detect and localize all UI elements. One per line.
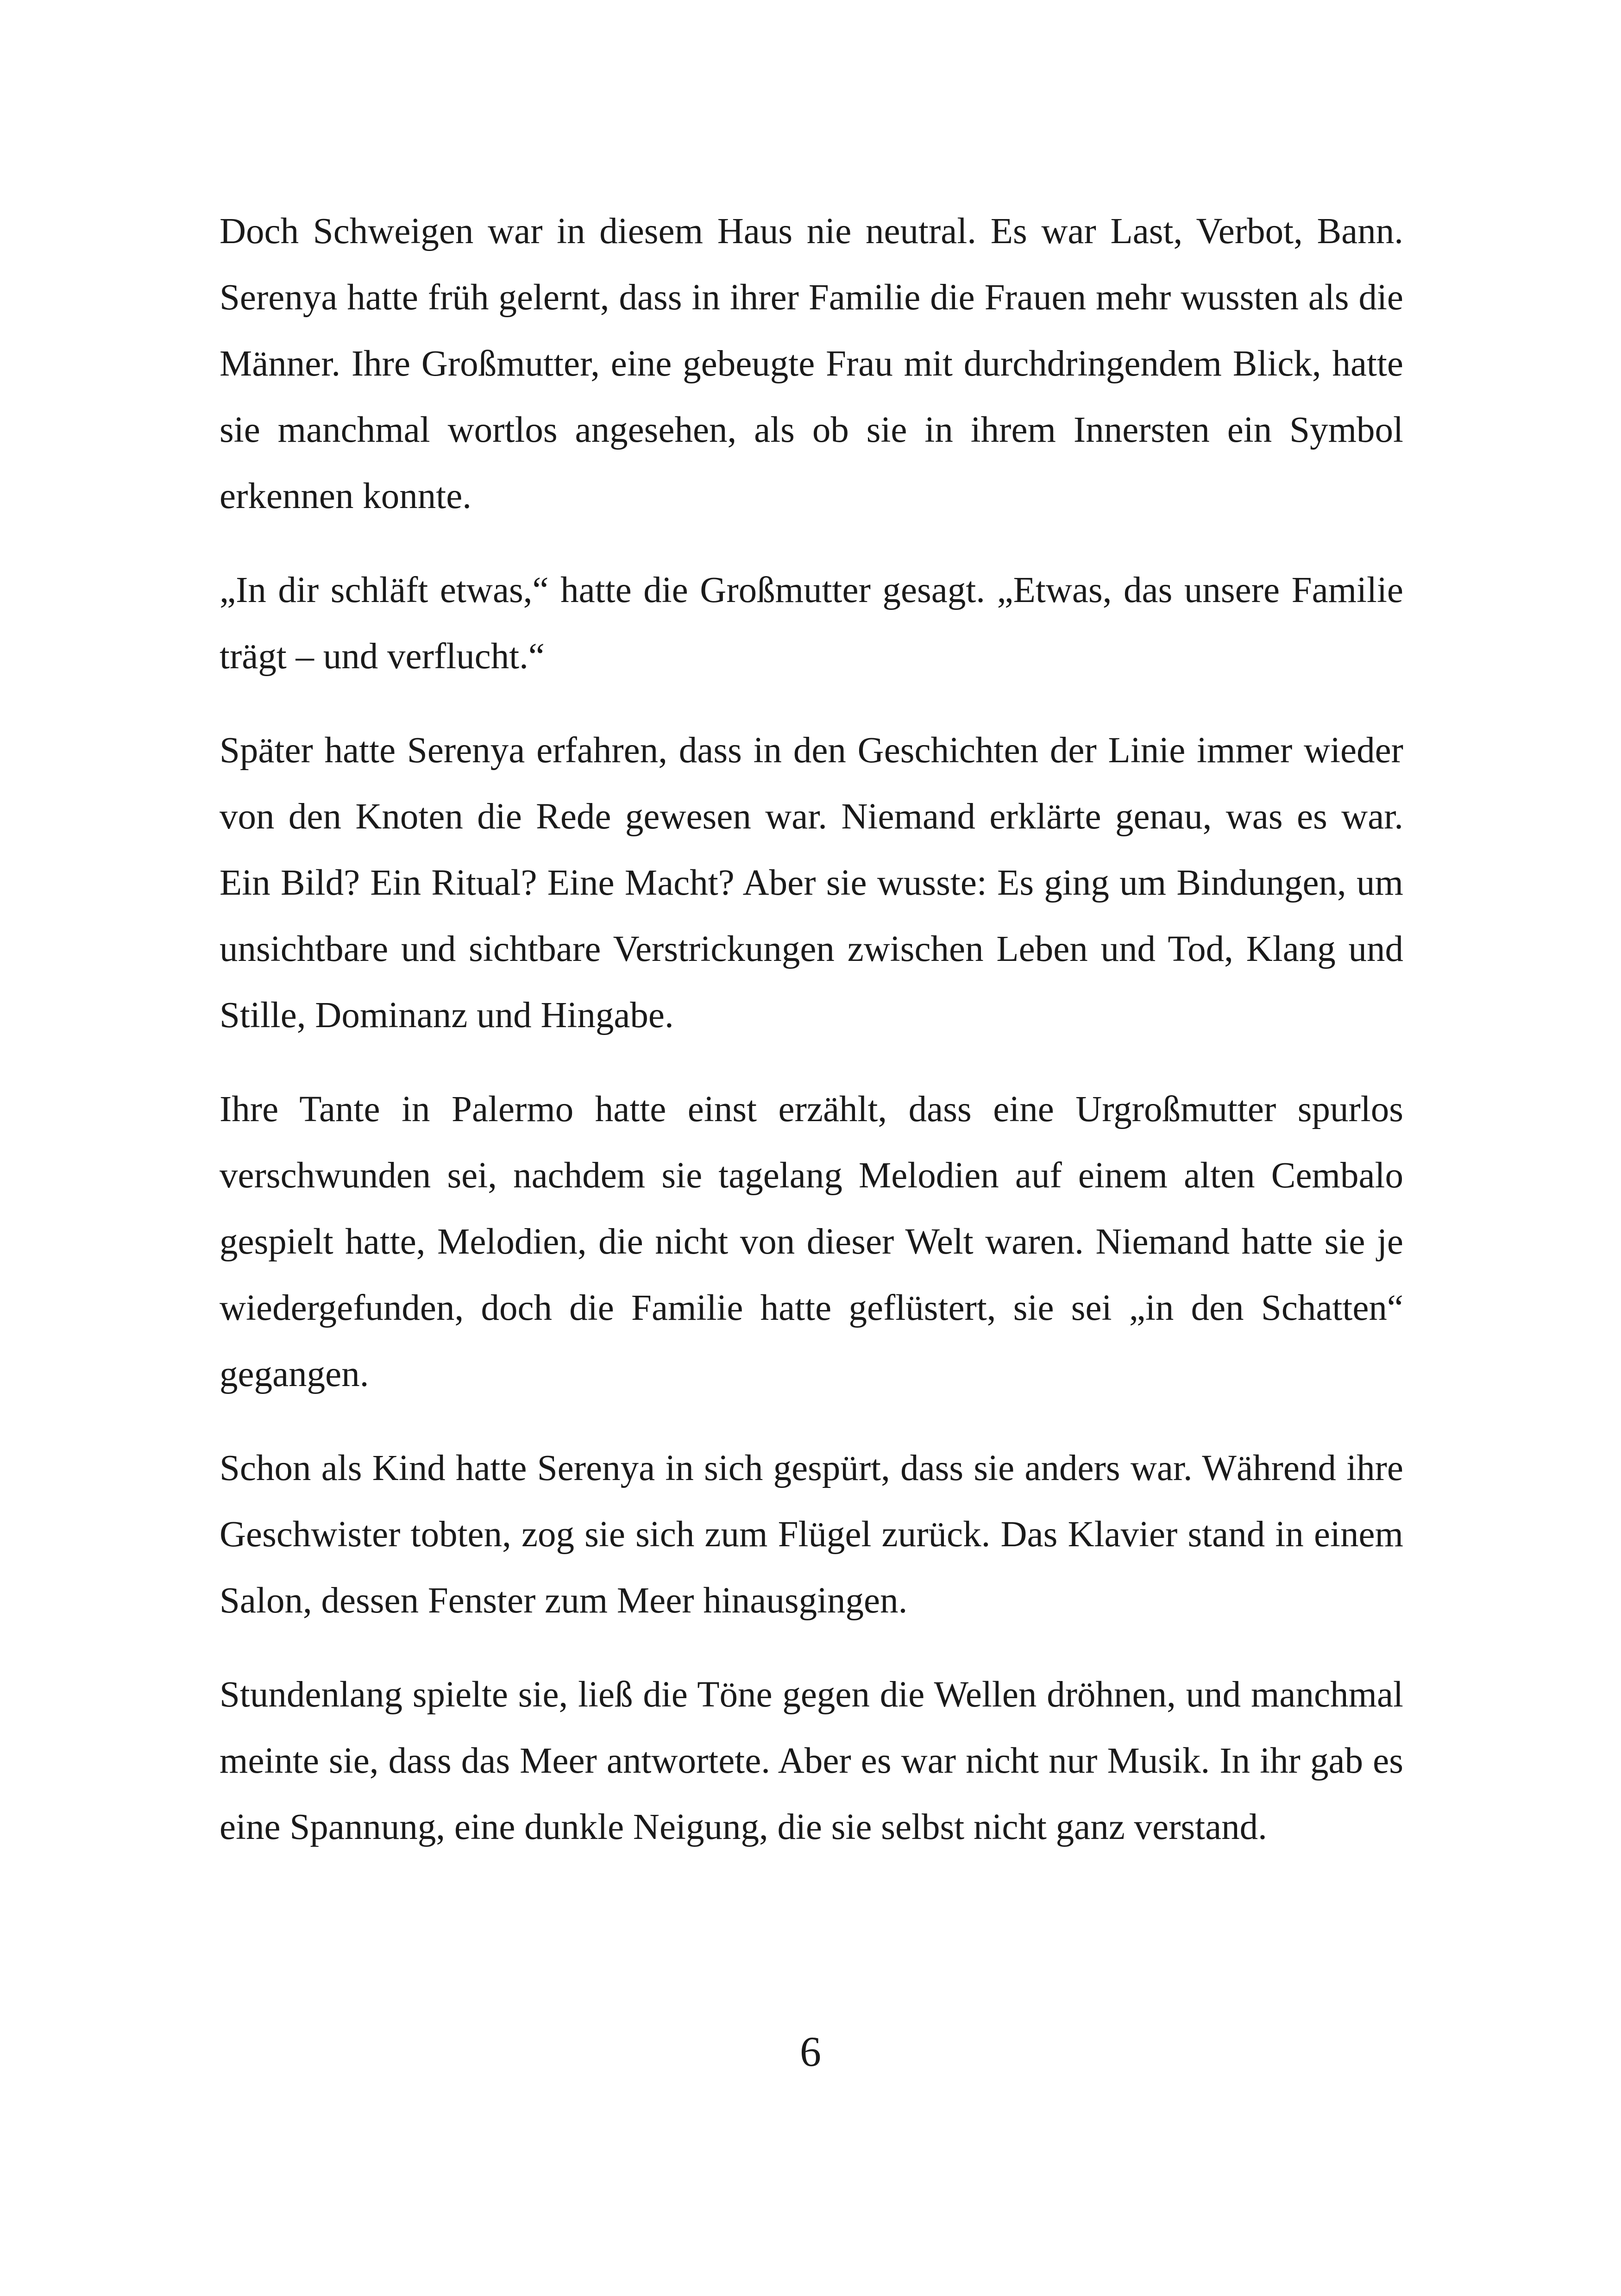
paragraph-2: „In dir schläft etwas,“ hatte die Großmutter gesagt. „Etwas, das unsere Familie trägt – und verflucht.“ (220, 570, 1403, 677)
paragraph-6: Stundenlang spielte sie, ließ die Töne gegen die Wellen dröhnen, und manchmal meinte sie, dass das Meer antwortete. Aber es war nicht nur Musik. In ihr gab es eine Spannung, eine dunkle Neigung, die sie selbst nicht ganz verstand. (220, 1675, 1403, 1847)
paragraph-4: Ihre Tante in Palermo hatte einst erzählt, dass eine Urgroßmutter spurlos verschwunden sei, nachdem sie tagelang Melodien auf einem alten Cembalo gespielt hatte, Melodien, die nicht von dieser Welt waren. Niemand hatte sie je wiedergefunden, doch die Familie hatte geflüstert, sie sei „in den Schatten“ gegangen. (220, 1089, 1403, 1394)
page-number: 6 (800, 2028, 821, 2075)
paragraph-1: Doch Schweigen war in diesem Haus nie neutral. Es war Last, Verbot, Bann. Serenya hatte früh gelernt, dass in ihrer Familie die Frauen mehr wussten als die Männer. Ihre Großmutter, eine gebeugte Frau mit durchdringendem Blick, hatte sie manchmal wortlos angesehen, als ob sie in ihrem Innersten ein Symbol erkennen konnte. (220, 211, 1403, 516)
paragraph-5: Schon als Kind hatte Serenya in sich gespürt, dass sie anders war. Während ihre Geschwister tobten, zog sie sich zum Flügel zurück. Das Klavier stand in einem Salon, dessen Fenster zum Meer hinausgingen. (220, 1448, 1403, 1621)
paragraph-3: Später hatte Serenya erfahren, dass in den Geschichten der Linie immer wieder von den Knoten die Rede gewesen war. Niemand erklärte genau, was es war. Ein Bild? Ein Ritual? Eine Macht? Aber sie wusste: Es ging um Bindungen, um unsichtbare und sichtbare Verstrickungen zwischen Leben und Tod, Klang und Stille, Dominanz und Hingabe. (220, 730, 1403, 1035)
body-text (220, 198, 1403, 1888)
